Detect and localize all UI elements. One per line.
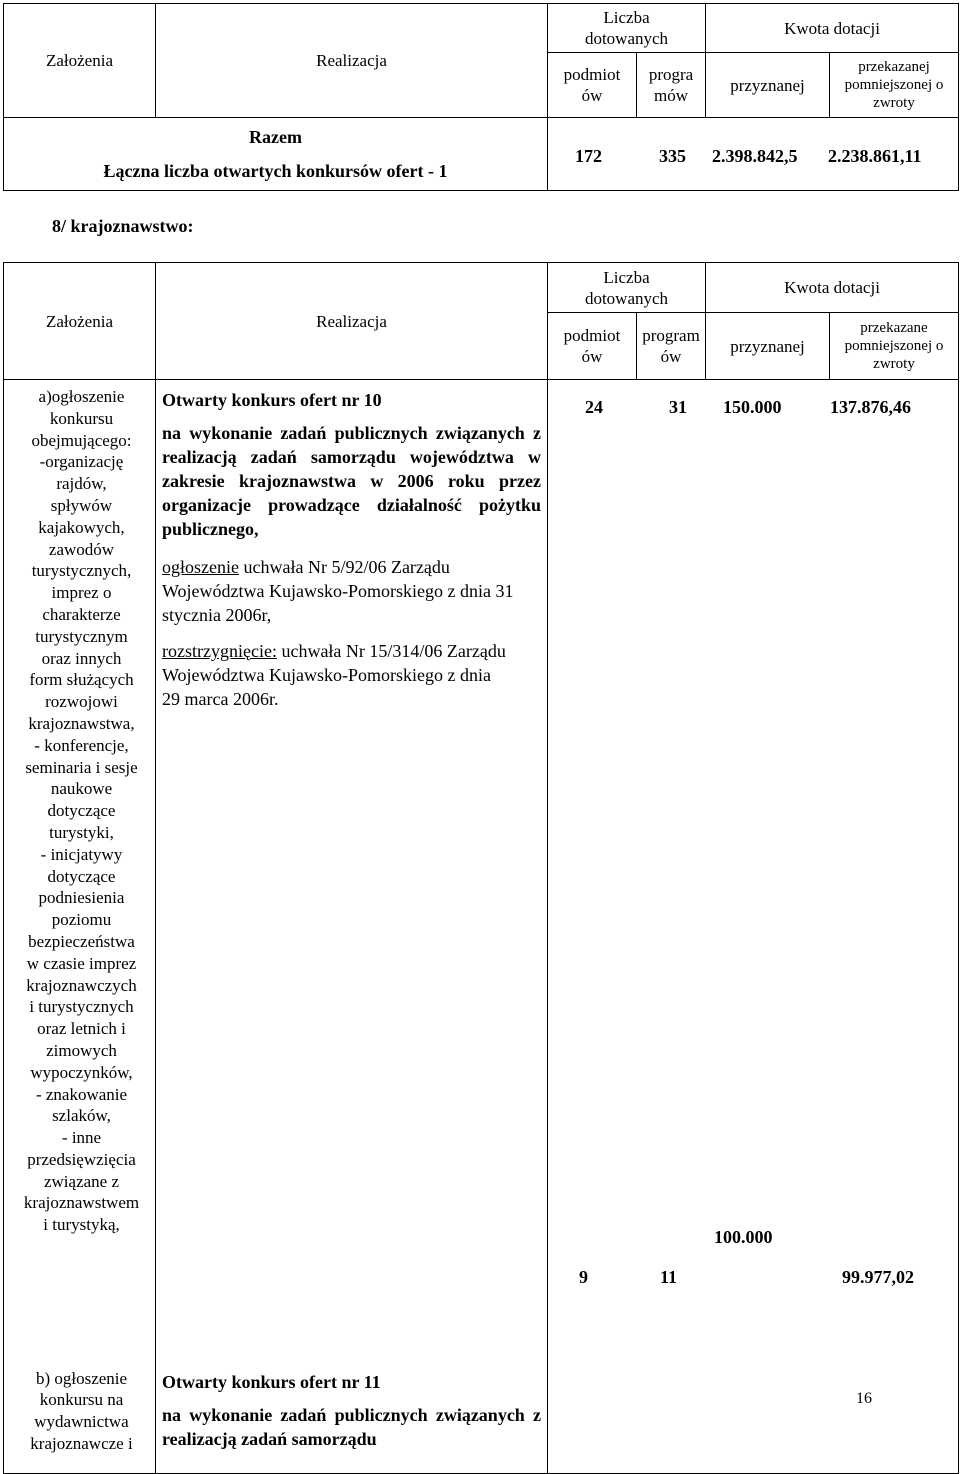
row-a-programy: 31 <box>669 397 687 417</box>
row-a-podmioty: 24 <box>585 397 603 417</box>
row-b-przyznanej: 100.000 <box>714 1227 773 1247</box>
header-przyznanej: przyznanej <box>706 53 830 118</box>
summary-table <box>3 3 959 191</box>
razem-podmioty: 172 <box>575 146 602 166</box>
header-liczba: Liczba dotowanych <box>548 4 706 53</box>
header-przekazane: przekazane pomniejszonej o zwroty <box>830 313 959 380</box>
header-podmiotow: podmiot ów <box>548 53 637 118</box>
header-kwota: Kwota dotacji <box>706 263 959 313</box>
razem-cell <box>4 118 548 191</box>
header-zalozenia: Założenia <box>4 263 156 380</box>
row-b-przekazanej: 99.977,02 <box>842 1267 914 1287</box>
row-b-realizacja <box>156 1358 548 1474</box>
row-b-programy: 11 <box>660 1267 678 1287</box>
row-a-rozstrzygniecie: rozstrzygnięcie: uchwała Nr 15/314/06 Zarządu Województwa Kujawsko-Pomorskiego z dnia 29 marca 2006r. <box>162 641 506 709</box>
header-podmiotow: podmiot ów <box>548 313 637 380</box>
row-a-zalozenia: a)ogłoszenie konkursu obejmującego: -organizację rajdów, spływów kajakowych, zawodów turystycznych, imprez o charakterze turystycznym oraz innych form służących rozwojowi krajoznawstwa, - konferencje, seminaria i sesje naukowe dotyczące turystyki, - inicjatywy dotyczące podniesienia poziomu bezpieczeństwa w czasie imprez krajoznawczych i turystycznych oraz letnich i zimowych wypoczynków, - znakowanie szlaków, - inne przedsięwzięcia związane z krajoznawstwem i turystyką, <box>23 387 140 1235</box>
row-b-podmioty: 9 <box>579 1267 588 1287</box>
values-cell <box>548 380 959 1474</box>
laczna-label: Łączna liczba otwartych konkursów ofert - 1 <box>103 161 448 181</box>
razem-values <box>548 118 959 191</box>
section-heading: 8/ krajoznawstwo: <box>52 216 194 236</box>
header-programow: progra mów <box>637 53 706 118</box>
row-a-przekazanej: 137.876,46 <box>830 397 911 417</box>
header-realizacja: Realizacja <box>156 263 548 380</box>
row-b-title: Otwarty konkurs ofert nr 11 <box>162 1371 381 1392</box>
header-przekazanej: przekazanej pomniejszonej o zwroty <box>830 53 959 118</box>
row-b-desc: na wykonanie zadań publicznych związanych z realizacją zadań samorządu <box>162 1404 541 1449</box>
row-a-przyznanej: 150.000 <box>723 397 782 417</box>
header-realizacja: Realizacja <box>156 4 548 118</box>
row-b-zalozenia: b) ogłoszenie konkursu na wydawnictwa krajoznawcze i <box>30 1368 133 1453</box>
page-number: 16 <box>856 1390 872 1407</box>
header-przyznanej: przyznanej <box>706 313 830 380</box>
row-a-realizacja <box>156 380 548 1358</box>
header-programow: program ów <box>637 313 706 380</box>
razem-label: Razem <box>249 127 302 147</box>
row-a-desc: na wykonanie zadań publicznych związanych z realizacją zadań samorządu województwa w zakresie krajoznawstwa w 2006 roku przez organizacje prowadzące działalność pożytku publicznego, <box>162 423 541 539</box>
row-a-ogloszenie: ogłoszenie uchwała Nr 5/92/06 Zarządu Województwa Kujawsko-Pomorskiego z dnia 31 stycznia 2006r, <box>162 557 514 625</box>
razem-programy: 335 <box>659 146 686 166</box>
krajoznawstwo-table <box>3 262 959 1474</box>
razem-przyznanej: 2.398.842,5 <box>712 146 798 166</box>
row-a-title: Otwarty konkurs ofert nr 10 <box>162 390 382 410</box>
header-zalozenia: Założenia <box>4 4 156 118</box>
header-liczba: Liczba dotowanych <box>548 263 706 313</box>
header-kwota: Kwota dotacji <box>706 4 959 53</box>
row-a-zalozenia-cell <box>4 380 156 1358</box>
row-b-zalozenia-cell <box>4 1358 156 1474</box>
razem-przekazanej: 2.238.861,11 <box>828 146 922 166</box>
